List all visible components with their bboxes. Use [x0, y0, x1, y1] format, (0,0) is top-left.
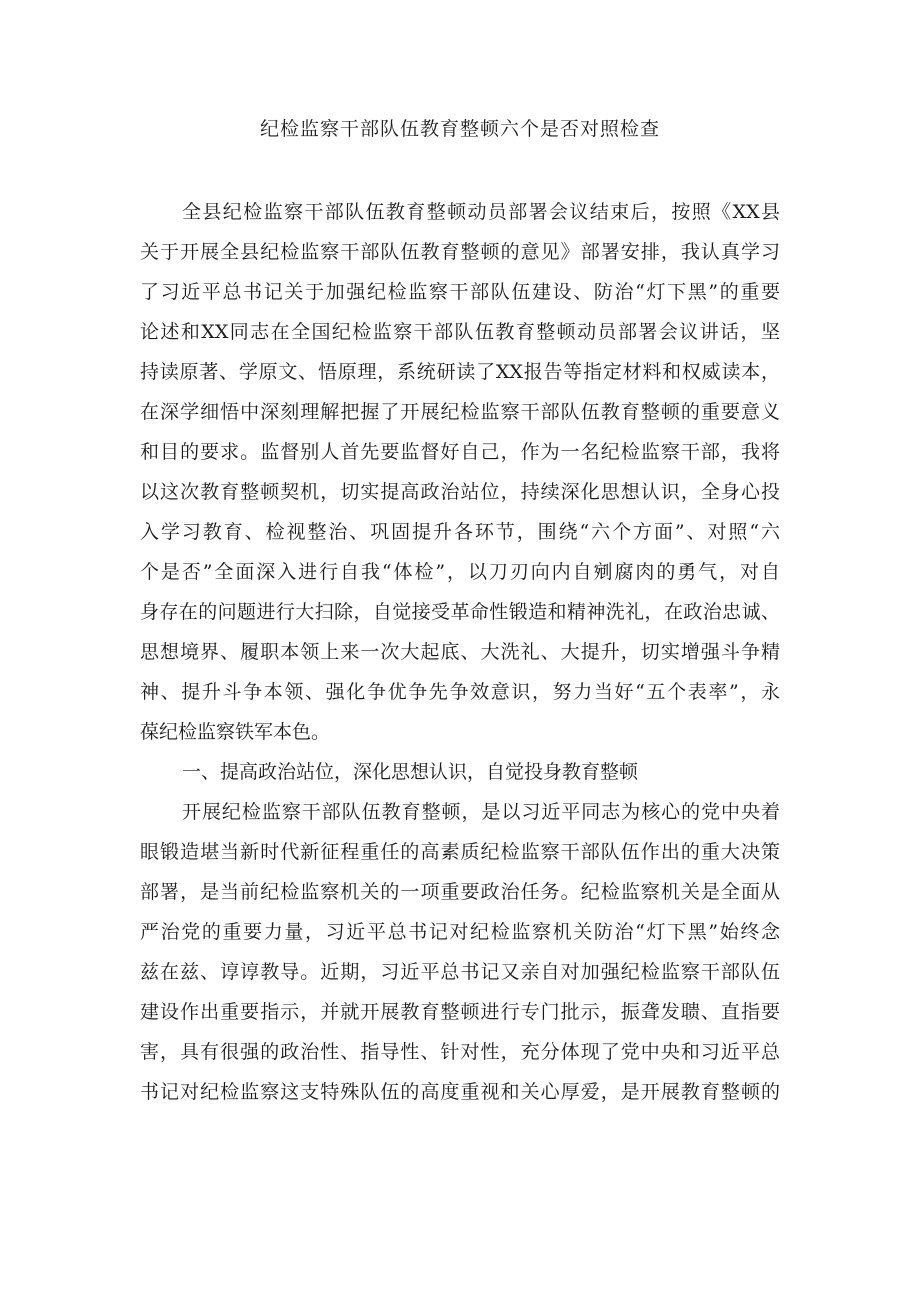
paragraph-2-line: 害，具有很强的政治性、指导性、针对性，充分体现了党中央和习近平总	[140, 1041, 780, 1063]
paragraph-1-line: 思想境界、履职本领上来一次大起底、大洗礼、大提升，切实增强斗争精	[140, 641, 780, 663]
paragraph-1-line: 关于开展全县纪检监察干部队伍教育整顿的意见》部署安排，我认真学习	[140, 241, 780, 263]
paragraph-2-line: 建设作出重要指示，并就开展教育整顿进行专门批示，振聋发聩、直指要	[140, 1001, 780, 1023]
paragraph-2-line: 部署，是当前纪检监察机关的一项重要政治任务。纪检监察机关是全面从	[140, 881, 780, 903]
paragraph-1-line: 持读原著、学原文、悟原理，系统研读了XX报告等指定材料和权威读本，	[140, 361, 780, 383]
paragraph-1-line: 全县纪检监察干部队伍教育整顿动员部署会议结束后，按照《XX县	[182, 201, 780, 223]
document-title: 纪检监察干部队伍教育整顿六个是否对照检查	[259, 118, 660, 140]
paragraph-1-line: 个是否”全面深入进行自我“体检”，以刀刃向内自剜腐肉的勇气，对自	[140, 561, 780, 583]
paragraph-1-line: 入学习教育、检视整治、巩固提升各环节，围绕“六个方面”、对照“六	[140, 521, 780, 543]
paragraph-1-line: 神、提升斗争本领、强化争优争先争效意识，努力当好“五个表率”，永	[140, 681, 780, 703]
paragraph-1-line: 身存在的问题进行大扫除，自觉接受革命性锻造和精神洗礼，在政治忠诚、	[140, 601, 780, 623]
paragraph-2-line: 兹在兹、谆谆教导。近期，习近平总书记又亲自对加强纪检监察干部队伍	[140, 961, 780, 983]
paragraph-1-line: 论述和XX同志在全国纪检监察干部队伍教育整顿动员部署会议讲话，坚	[140, 321, 780, 343]
paragraph-1-line: 以这次教育整顿契机，切实提高政治站位，持续深化思想认识，全身心投	[140, 481, 780, 503]
paragraph-2-line: 严治党的重要力量，习近平总书记对纪检监察机关防治“灯下黑”始终念	[140, 921, 780, 943]
paragraph-2-line: 开展纪检监察干部队伍教育整顿，是以习近平同志为核心的党中央着	[182, 801, 780, 823]
section-heading: 一、提高政治站位，深化思想认识，自觉投身教育整顿	[182, 761, 639, 783]
paragraph-1-line: 在深学细悟中深刻理解把握了开展纪检监察干部队伍教育整顿的重要意义	[140, 401, 780, 423]
paragraph-1-line: 葆纪检监察铁军本色。	[140, 721, 331, 743]
paragraph-2-line: 眼锻造堪当新时代新征程重任的高素质纪检监察干部队伍作出的重大决策	[140, 841, 780, 863]
paragraph-1-line: 了习近平总书记关于加强纪检监察干部队伍建设、防治“灯下黑”的重要	[140, 281, 780, 303]
paragraph-1-line: 和目的要求。监督别人首先要监督好自己，作为一名纪检监察干部，我将	[140, 441, 780, 463]
paragraph-2-line: 书记对纪检监察这支特殊队伍的高度重视和关心厚爱，是开展教育整顿的	[140, 1081, 780, 1103]
